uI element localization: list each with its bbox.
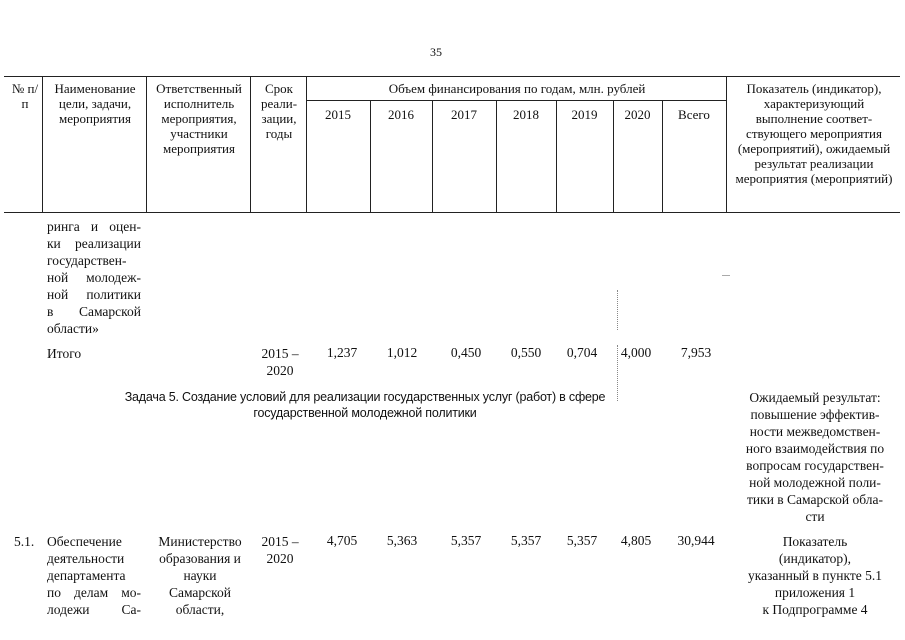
col-divider xyxy=(146,76,147,213)
header-top-border xyxy=(4,76,900,77)
itogo-term xyxy=(258,345,302,379)
header-year-2017: 2017 xyxy=(451,107,477,122)
header-term: Срок реали-зации, годы xyxy=(260,81,298,141)
task5-title xyxy=(110,389,620,421)
itogo-total: 7,953 xyxy=(680,345,712,360)
header-total: Всего xyxy=(678,107,710,122)
table-header xyxy=(4,76,900,213)
header-no: № п/п xyxy=(11,81,39,111)
text-line: к Подпрограмме 4 xyxy=(762,602,868,617)
scan-mark xyxy=(722,275,730,276)
row51-2017: 5,357 xyxy=(450,533,482,548)
task5-expected-result xyxy=(730,389,900,525)
text-line: повышение эффектив- xyxy=(750,407,880,422)
text-line: Задача 5. Создание условий для реализации государственных услуг (работ) в сфере xyxy=(124,390,606,404)
itogo-2020: 4,000 xyxy=(620,345,652,360)
col-divider xyxy=(42,76,43,213)
text-line: лодежи Са- xyxy=(47,602,141,617)
itogo-2019: 0,704 xyxy=(566,345,598,360)
row51-2020: 4,805 xyxy=(620,533,652,548)
col-divider xyxy=(250,76,251,213)
text-line: тики в Самарской обла- xyxy=(747,492,883,507)
itogo-label: Итого xyxy=(47,346,82,361)
header-year-2019: 2019 xyxy=(571,107,598,122)
text-line: государственной молодежной политики xyxy=(253,406,477,420)
text-line: ного взаимодействия по xyxy=(745,441,885,456)
text-line: (индикатор), xyxy=(778,551,852,566)
text-line: в Самарской xyxy=(47,304,141,319)
text-line: 2015 – xyxy=(261,346,299,361)
text-line: приложения 1 xyxy=(774,585,856,600)
text-line: области, xyxy=(175,602,225,617)
row51-2016: 5,363 xyxy=(386,533,418,548)
itogo-2015: 1,237 xyxy=(326,345,358,360)
row51-executor xyxy=(150,533,250,618)
text-line: образования и xyxy=(159,551,241,566)
text-line: ной политики xyxy=(47,287,141,302)
row51-total: 30,944 xyxy=(677,533,715,548)
text-line: ки реализации xyxy=(47,236,141,251)
page-number: 35 xyxy=(430,45,442,59)
header-year-2016: 2016 xyxy=(388,107,414,122)
text-line: государствен- xyxy=(47,253,127,268)
text-line: Обеспечение xyxy=(47,534,122,549)
header-financing: Объем финансирования по годам, млн. рублей xyxy=(388,81,646,96)
row51-indicator xyxy=(730,533,900,618)
header-year-2015: 2015 xyxy=(325,107,351,122)
header-bottom-border xyxy=(4,212,900,213)
header-year-2018: 2018 xyxy=(513,107,539,122)
text-line: Самарской xyxy=(168,585,232,600)
text-line: ности межведомствен- xyxy=(749,424,881,439)
row51-name xyxy=(47,533,141,618)
text-line: сти xyxy=(805,509,825,524)
row51-2015: 4,705 xyxy=(326,533,358,548)
continued-name-cell xyxy=(47,218,141,337)
text-line: 2020 xyxy=(266,363,294,378)
row51-term xyxy=(258,533,302,567)
text-line: ной молодеж- xyxy=(47,270,141,285)
header-year-2020: 2020 xyxy=(624,107,651,122)
text-line: Показатель xyxy=(782,534,848,549)
header-executor: Ответственный исполнитель мероприятия, участники мероприятия xyxy=(156,81,242,156)
text-line: Министерство xyxy=(158,534,242,549)
itogo-2016: 1,012 xyxy=(386,345,418,360)
text-line: ной молодежной поли- xyxy=(749,475,881,490)
text-line: департамента xyxy=(47,568,126,583)
itogo-2018: 0,550 xyxy=(510,345,542,360)
col-divider xyxy=(726,76,727,213)
fin-subheader-border xyxy=(306,100,726,101)
header-indicator: Показатель (индикатор), характеризующий выполнение соответ-ствующего мероприятия (мероприятий), ожидаемый результат реализации мероприятия (мероприятий) xyxy=(735,81,893,186)
text-line: по делам мо- xyxy=(47,585,141,600)
text-line: науки xyxy=(183,568,217,583)
text-line: 2020 xyxy=(266,551,294,566)
header-name: Наименование цели, задачи, мероприятия xyxy=(54,81,136,126)
text-line: ринга и оцен- xyxy=(47,219,141,234)
col-divider xyxy=(306,76,307,213)
text-line: 2015 – xyxy=(261,534,299,549)
row51-2018: 5,357 xyxy=(510,533,542,548)
text-line: деятельности xyxy=(47,551,125,566)
text-line: области» xyxy=(47,321,99,336)
row51-2019: 5,357 xyxy=(566,533,598,548)
text-line: Ожидаемый результат: xyxy=(749,390,881,405)
text-line: указанный в пункте 5.1 xyxy=(747,568,882,583)
text-line: вопросам государствен- xyxy=(746,458,884,473)
row51-number: 5.1. xyxy=(14,534,35,549)
scan-mark xyxy=(617,290,618,330)
itogo-2017: 0,450 xyxy=(450,345,482,360)
